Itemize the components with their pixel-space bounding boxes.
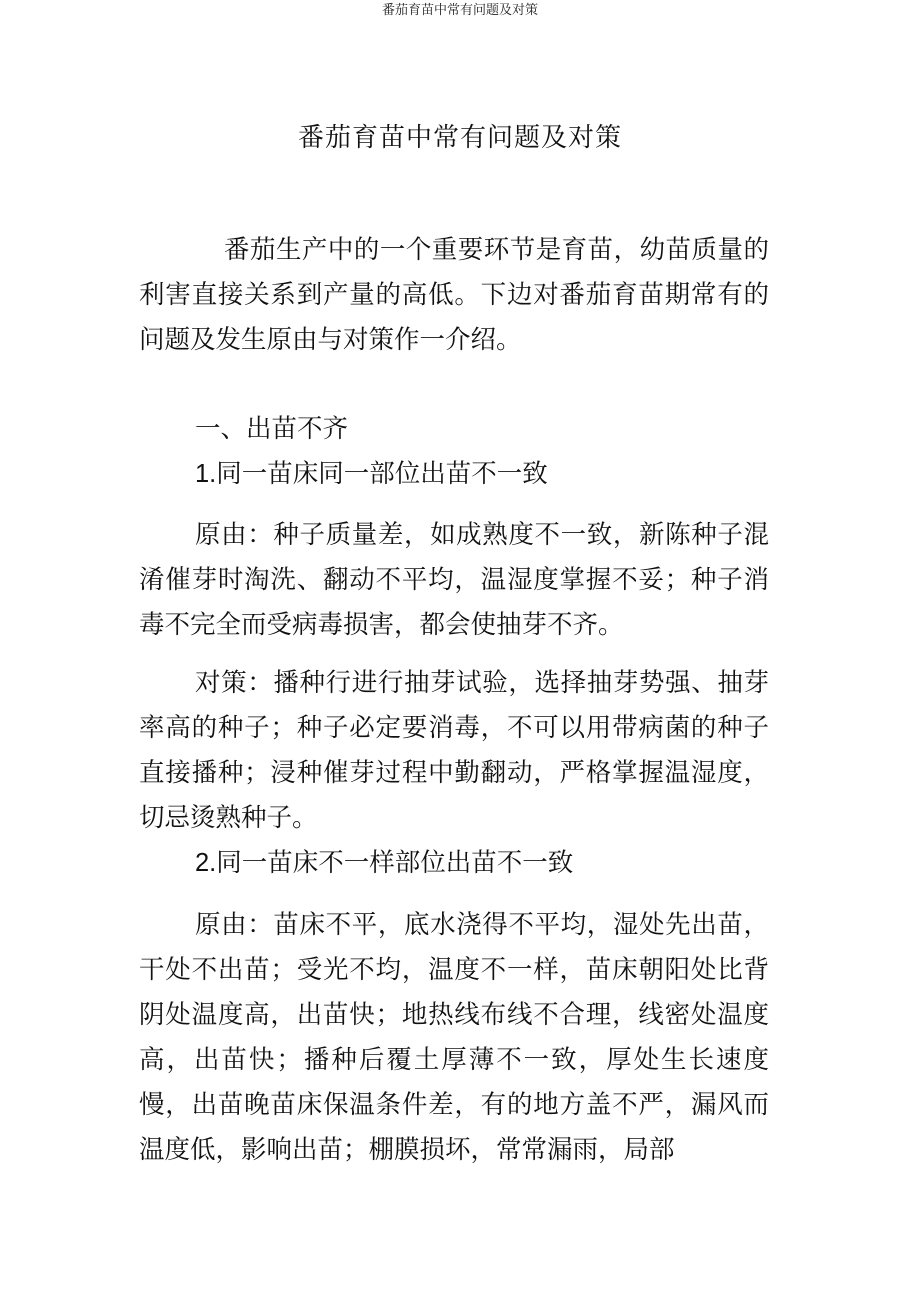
document-title: 番茄育苗中常有问题及对策 bbox=[297, 123, 622, 153]
subsection-number: 1. bbox=[195, 460, 217, 488]
running-header: 番茄育苗中常有问题及对策 bbox=[381, 3, 538, 18]
intro-paragraph: 番茄生产中的一个重要环节是育苗，幼苗质量的利害直接关系到产量的高低。下边对番茄育苗期常有的问题及发生原由与对策作一介绍。 bbox=[139, 235, 769, 355]
subsection-heading-1 bbox=[195, 452, 755, 497]
subsection-title: 同一苗床不一样部位出苗不一致 bbox=[216, 848, 574, 878]
subsection-title: 同一苗床同一部位出苗不一致 bbox=[216, 459, 548, 489]
cause-paragraph-2: 原由：苗床不平，底水浇得不平均，湿处先出苗，干处不出苗；受光不均，温度不一样，苗床朝阳处比背阴处温度高，出苗快；地热线布线不合理，线密处温度高，出苗快；播种后覆土厚薄不一致，厚处生长速度慢，出苗晚苗床保温条件差，有的地方盖不严，漏风而温度低，影响出苗；棚膜损坏，常常漏雨，局部 bbox=[139, 910, 769, 1165]
subsection-heading-2 bbox=[195, 841, 755, 886]
subsection-number: 2. bbox=[195, 849, 217, 877]
measure-paragraph-1: 对策：播种行进行抽芽试验，选择抽芽势强、抽芽率高的种子；种子必定要消毒，不可以用带病菌的种子直接播种；浸种催芽过程中勤翻动，严格掌握温湿度，切忌烫熟种子。 bbox=[139, 668, 769, 833]
section-heading: 一、出苗不齐 bbox=[195, 414, 349, 444]
cause-paragraph-1: 原由：种子质量差，如成熟度不一致，新陈种子混淆催芽时淘洗、翻动不平均，温湿度掌握不妥；种子消毒不完全而受病毒损害，都会使抽芽不齐。 bbox=[139, 520, 769, 640]
